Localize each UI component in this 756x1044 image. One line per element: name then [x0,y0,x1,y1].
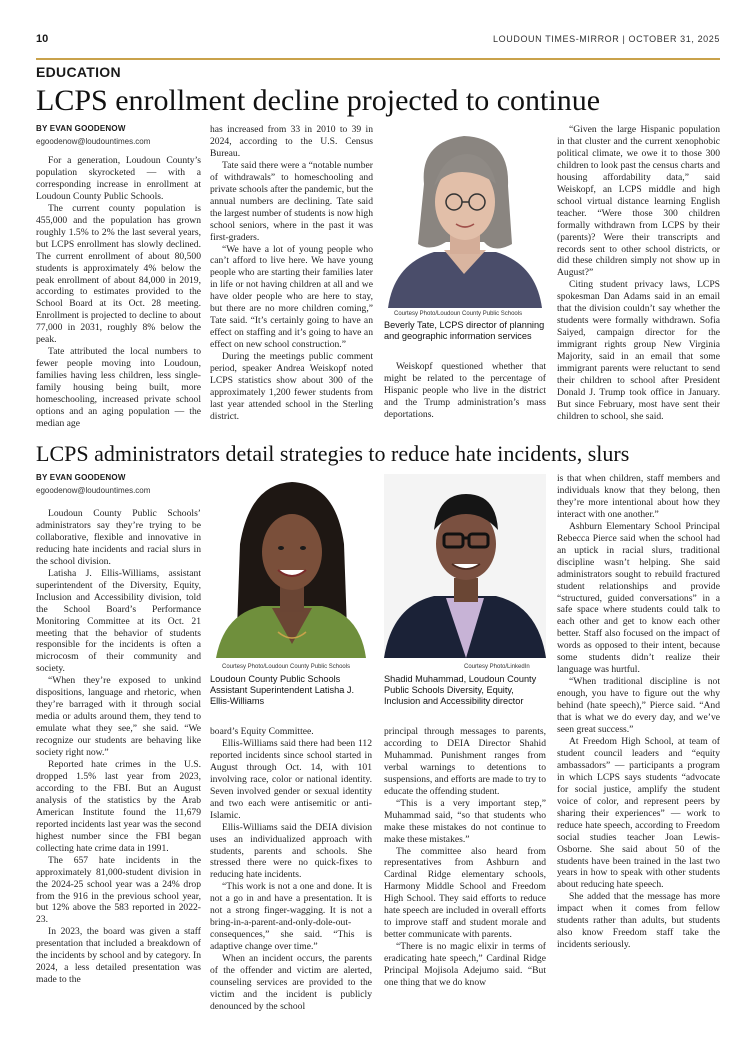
paragraph: “This is a very important step,” Muhammad said, “so that students who make these mistakes do not continue to make these mistakes.” [384,797,546,845]
paragraph: “There is no magic elixir in terms of eradicating hate speech,” Cardinal Ridge Principal Mojisola Adejumo said. “But one thing that we do know [384,941,546,989]
paragraph: Tate said there were a “notable number of withdrawals” to homeschooling and private schools after the pandemic, but the annual numbers are declining. Tate said the largest number of students is now high school seniors, where in the past it was first-graders. [210,159,373,243]
photo-beverly-tate [384,124,546,308]
article2-column-2 [210,726,372,1013]
paragraph: principal through messages to parents, according to DEIA Director Shahid Muhammad. Punishment ranges from verbal warnings to detentions to suspensions, and efforts are made to try to educate the offending student. [384,726,546,797]
paragraph: Citing student privacy laws, LCPS spokesman Dan Adams said in an email that the division couldn’t say whether the students were formally withdrawn. Sofia Saiyed, campaign director for the immigrant rights group New Virginia Majority, said in an email that some immigrant parents were reluctant to send their children to school after President Donald J. Trump took office in January. But since February, most have sent their children to school, she said. [557,279,720,422]
paragraph: Ellis-Williams said the DEIA division uses an individualized approach with students, parents and schools. She stressed there were no quick-fixes to reducing hate incidents. [210,821,372,881]
paragraph: Tate attributed the local numbers to fewer people moving into Loudoun, families having less children, less single-family housing being built, more homeschooling, increased private school options and an aging population — the median age [36,346,201,429]
paragraph: During the meetings public comment period, speaker Andrea Weiskopf noted LCPS statistics show about 300 of the approximately 1,200 fewer students from last year attended school in the Sterling district. [210,351,373,422]
page-number: 10 [36,33,49,45]
paragraph: Ellis-Williams said there had been 112 reported incidents since school started in August through Oct. 14, with 101 involving race, color or national identity. Seven involved gender or sexual identity and two each were antisemitic or anti-Islamic. [210,737,372,821]
article2-email[interactable]: egoodenow@loudountimes.com [36,486,151,495]
paragraph: Loudoun County Public Schools’ administrators say they’re trying to be collaborative, flexible and innovative in reducing hate incidents and racial slurs in the school division. [36,508,201,567]
paragraph: Reported hate crimes in the U.S. dropped 1.5% last year from 2023, according to the FBI. But an August analysis of the statistics by the Arab American Institute found the 11,679 reported incidents last year was the second highest number since the FBI began collecting hate crime data in 1991. [36,759,201,854]
paragraph: has increased from 33 in 2010 to 39 in 2024, according to the U.S. Census Bureau. [210,124,373,159]
article1-column-1 [36,155,201,430]
photo-ellis-williams [210,474,372,658]
photo-caption: Beverly Tate, LCPS director of planning and geographic information services [384,320,545,341]
paragraph: “We have a lot of young people who can’t afford to live here. We have young people who are starting their families later in life or not having children at all and we have older people who are here to stay, but there are no more children coming,” Tate said. “It’s certainly going to have an effect on staffing and it’s going to have an effect on new school construction.” [210,243,373,351]
article1-column-3 [384,361,546,421]
paragraph: When an incident occurs, the parents of the offender and victim are alerted, counseling services are provided to the victim and the incident is publicly denounced by the school [210,953,372,1012]
publication-dateline: LOUDOUN TIMES-MIRROR | OCTOBER 31, 2025 [493,34,720,44]
paragraph: “When they’re exposed to unkind dispositions, language and rhetoric, when they’re barraged with it through social media or adults around them, they tend to emulate what they see,” she said. “We recognize our students are behaving like society right now.” [36,675,201,759]
paragraph: “Given the large Hispanic population in that cluster and the current xenophobic political climate, we owe it to those 300 children to look past the census charts and housing affordability data,” said Weiskopf, an LCPS middle and high school virtual distance learning English teacher. “Were those 300 children formally withdrawn from LCPS by their (parents)? Were their transcripts and records sent to other school districts, or did these children simply not show up in August?” [557,124,720,279]
paragraph: “This work is not a one and done. It is not a go in and have a presentation. It is not a strong finger-wagging. It is not a bring-in-a-parent-and-only-dole-out-consequences,” she said. “This is adaptive change over time.” [210,881,372,953]
paragraph: At Freedom High School, at team of student council leaders and “equity ambassadors” — participants a program in which LCPS says students “advocate for social justice, amplify the student voice of color, and represent peers by sharing their experiences” — work to reduce hate speech, according to Freedom social studies teacher Joan Lewis-Osborne. She said about 50 of the students have been trained in the last two years in how to speak with other students about reducing hate speech. [557,735,720,891]
photo-credit: Courtesy Photo/Loudoun County Public Schools [394,311,523,317]
article2-column-3 [384,726,546,989]
paragraph: The 657 hate incidents in the approximately 81,000-student division in the 2024-25 school year was a 24% drop from the 916 in the previous school year, but 12% above the 583 reported in 2022-23. [36,854,201,926]
paragraph: Weiskopf questioned whether that might be related to the percentage of Hispanic people who live in the district and the Trump administration’s mass deportations. [384,361,546,420]
paragraph: For a generation, Loudoun County’s population skyrocketed — with a corresponding increase in enrollment at Loudoun County Public Schools. [36,155,201,202]
article1-byline: BY EVAN GOODENOW [36,124,126,133]
paragraph: She added that the message has more impact when it comes from fellow students rather than adults, but students also know Freedom staff take the incidents seriously. [557,891,720,951]
article2-byline: BY EVAN GOODENOW [36,473,126,482]
article1-column-4 [557,124,720,423]
photo-caption: Loudoun County Public Schools Assistant Superintendent Latisha J. Ellis-Williams [210,674,355,706]
photo-credit: Courtesy Photo/LinkedIn [464,664,530,670]
paragraph: board’s Equity Committee. [210,726,314,737]
paragraph: is that when children, staff members and individuals know that they belong, then they’re more intentional about how they interact with one another.” [557,473,720,520]
paragraph: The current county population is 455,000 and the population has grown roughly 1.5% to 2% the last several years, but LCPS enrollment has slowly declined. The current enrollment of about 80,500 students is approximately 4% below the peak enrollment of about 84,000 in 2019, according to estimates provided to the School Board at its Oct. 28 meeting. Enrollment is projected to decline to about 77,000 in 2031, roughly 8% below the peak. [36,202,201,346]
photo-shadid-muhammad [384,474,546,658]
paragraph: In 2023, the board was given a staff presentation that included a breakdown of the incidents by school and by category. In 2024, a less detailed presentation was made to the [36,926,201,986]
article2-column-1 [36,508,201,986]
paragraph: The committee also heard from representatives from Ashburn and Cardinal Ridge elementary schools, Harmony Middle School and Freedom High School. They said efforts to reduce hate speech are included in overall efforts to improve staff and student morale and better communicate with parents. [384,845,546,941]
paragraph: Ashburn Elementary School Principal Rebecca Pierce said when the school had an uptick in racial slurs, traditional discipline wasn’t helping. She said administrators sought to rebuild fractured student relationships and provide “structured, guided conversations” in a safe space where students could talk to each other and get to know each other better. Staff also focused on the impact of words as opposed to their intent, because some students didn’t realize their language was hurtful. [557,520,720,676]
article2-column-4 [557,473,720,951]
article1-headline: LCPS enrollment decline projected to continue [36,84,601,117]
paragraph: Latisha J. Ellis-Williams, assistant superintendent of the Diversity, Equity, Inclusion and Accessibility division, told the School Board’s Performance Monitoring Committee at its Oct. 21 meeting that the behavior of students responsible for the incidents is often a microcosm of their community and society. [36,567,201,675]
photo-caption: Shadid Muhammad, Loudoun County Public Schools Diversity, Equity, Inclusion and Accessibility director [384,674,537,706]
section-label: EDUCATION [36,64,121,80]
photo-credit: Courtesy Photo/Loudoun County Public Schools [222,664,351,670]
header-rule [36,58,720,60]
article2-headline: LCPS administrators detail strategies to reduce hate incidents, slurs [36,441,630,466]
article1-email[interactable]: egoodenow@loudountimes.com [36,137,151,146]
article1-column-2 [210,124,373,423]
paragraph: “When traditional discipline is not enough, you have to figure out the why behind (hate speech),” Pierce said. “And that is what we do every day, and we’ve seen great success.” [557,676,720,736]
